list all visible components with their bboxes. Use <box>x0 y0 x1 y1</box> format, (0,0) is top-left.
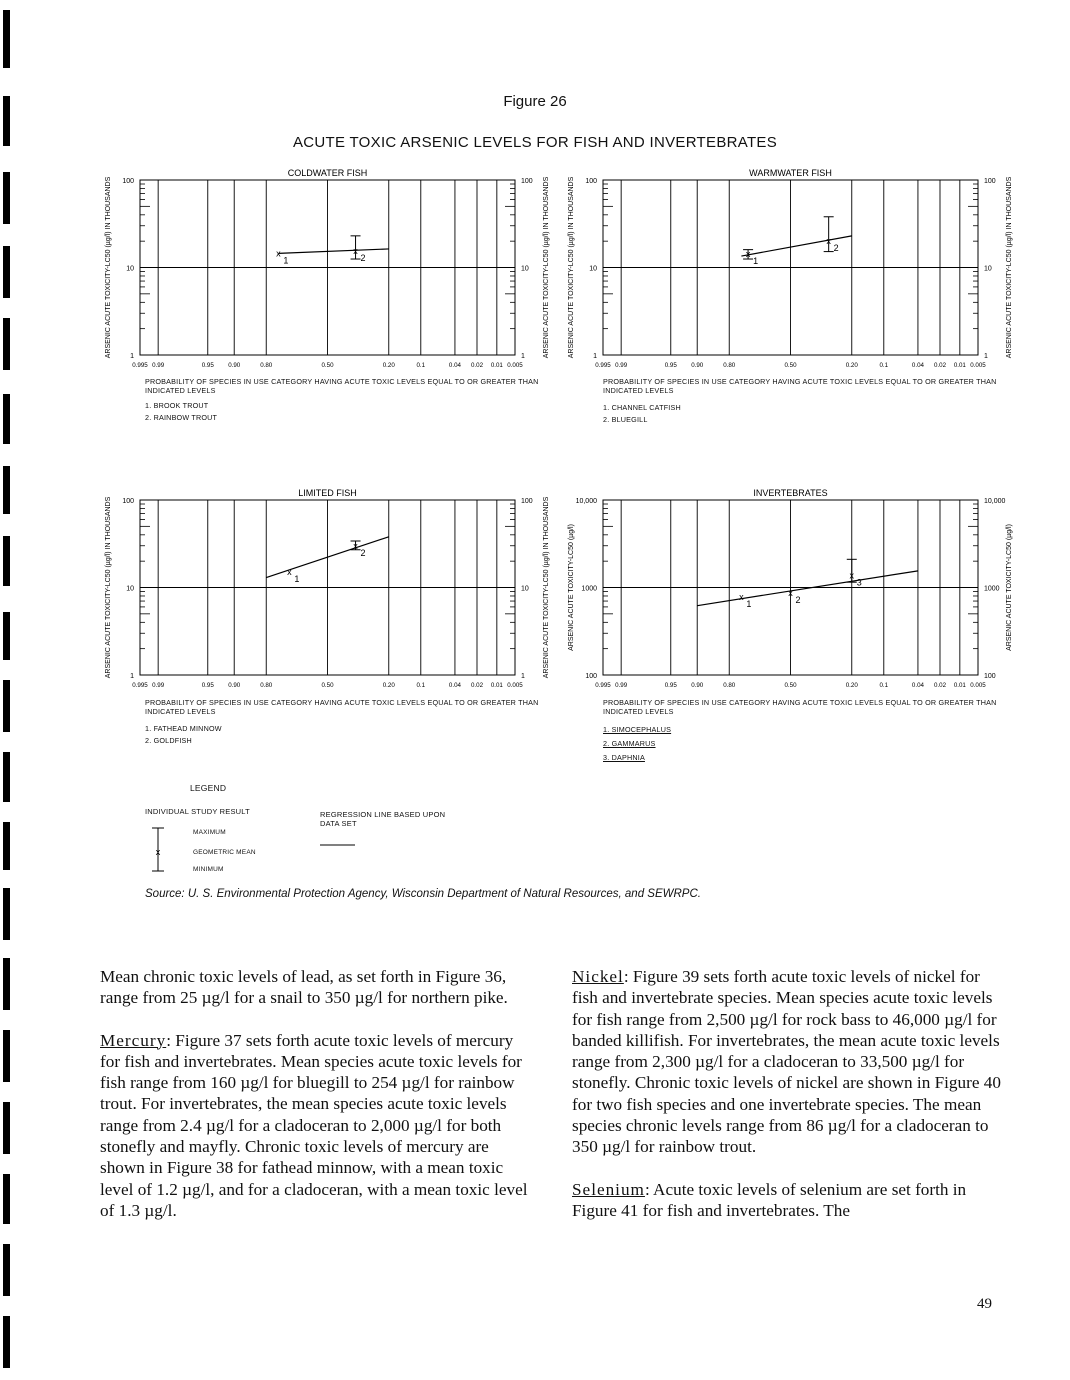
nickel-paragraph <box>572 966 1002 1158</box>
figure-number: Figure 26 <box>503 93 567 110</box>
legend-regression: REGRESSION LINE BASED UPON DATA SET <box>320 810 446 828</box>
x-tick-label: 0.005 <box>507 362 523 369</box>
x-tick-label: 0.99 <box>152 362 165 369</box>
regression-line <box>278 249 388 253</box>
svg-text:x: x <box>155 847 161 857</box>
x-tick-label: 0.50 <box>321 682 334 689</box>
y-tick-label-right: 100 <box>984 178 996 185</box>
y-tick-label-left: 10,000 <box>575 498 597 505</box>
geometric-mean-marker: x <box>739 591 744 602</box>
y-axis-label-left: ARSENIC ACUTE TOXICITY-LC50 (µg/l) <box>568 524 575 651</box>
species-1: 1. SIMOCEPHALUS <box>603 725 672 734</box>
x-tick-label: 0.01 <box>490 362 503 369</box>
y-tick-label-left: 100 <box>122 498 134 505</box>
legend-minimum: MINIMUM <box>193 866 224 873</box>
y-tick-label-right: 100 <box>984 673 996 680</box>
x-tick-label: 0.90 <box>228 362 241 369</box>
point-label: 3 <box>856 577 862 588</box>
x-tick-label: 0.01 <box>953 362 966 369</box>
geometric-mean-marker: x <box>276 248 281 259</box>
y-tick-label-right: 10 <box>521 585 529 593</box>
geometric-mean-marker: x <box>788 587 793 598</box>
chart-title: INVERTEBRATES <box>753 488 828 498</box>
y-tick-label-left: 1 <box>593 353 597 360</box>
y-tick-label-right: 1000 <box>984 585 1000 593</box>
species-2: 2. GOLDFISH <box>145 736 192 745</box>
chart-title: LIMITED FISH <box>298 488 357 498</box>
point-label: 2 <box>795 594 801 605</box>
legend-symbols <box>145 826 365 876</box>
x-tick-label: 0.20 <box>382 682 395 689</box>
chart-invertebrates <box>558 480 1028 760</box>
nickel-heading: Nickel <box>572 967 624 986</box>
x-tick-label: 0.04 <box>911 362 924 369</box>
y-tick-label-left: 100 <box>585 178 597 185</box>
chart-coldwater-fish <box>95 160 565 440</box>
x-tick-label: 0.01 <box>953 682 966 689</box>
x-tick-label: 0.99 <box>615 362 628 369</box>
x-tick-label: 0.1 <box>879 362 889 369</box>
binder-marks <box>0 0 14 1380</box>
x-tick-label: 0.95 <box>664 362 677 369</box>
y-tick-label-left: 1 <box>130 353 134 360</box>
x-axis-caption: PROBABILITY OF SPECIES IN USE CATEGORY HAVING ACUTE TOXIC LEVELS EQUAL TO OR GREATER THAN INDICATED LEVELS <box>145 377 539 395</box>
mercury-heading: Mercury <box>100 1030 167 1050</box>
y-tick-label-right: 100 <box>521 178 533 185</box>
figure-source: Source: U. S. Environmental Protection Agency, Wisconsin Department of Natural Resources, and SEWRPC. <box>145 888 701 900</box>
y-tick-label-right: 1 <box>521 673 525 680</box>
x-tick-label: 0.50 <box>321 362 334 369</box>
legend-errorbar-icon <box>152 828 164 871</box>
x-tick-label: 0.95 <box>201 682 214 689</box>
y-tick-label-right: 10,000 <box>984 498 1006 505</box>
x-tick-label: 0.04 <box>448 682 461 689</box>
y-axis-label-right: ARSENIC ACUTE TOXICITY-LC50 (µg/l) IN THOUSANDS <box>1006 176 1013 359</box>
x-tick-label: 0.90 <box>228 682 241 689</box>
species-1: 1. CHANNEL CATFISH <box>603 403 681 412</box>
y-tick-label-left: 10 <box>126 585 134 593</box>
x-tick-label: 0.01 <box>490 682 503 689</box>
chart-limited-fish <box>95 480 565 760</box>
x-tick-label: 0.20 <box>382 362 395 369</box>
selenium-paragraph <box>572 1179 1002 1222</box>
selenium-heading: Selenium <box>572 1179 645 1199</box>
x-tick-label: 0.20 <box>845 682 858 689</box>
x-tick-label: 0.1 <box>416 682 426 689</box>
geometric-mean-marker: x <box>745 249 751 260</box>
x-tick-label: 0.1 <box>879 682 889 689</box>
x-tick-label: 0.80 <box>260 682 273 689</box>
x-tick-label: 0.005 <box>970 362 986 369</box>
y-tick-label-left: 1 <box>130 673 134 680</box>
point-label: 2 <box>360 547 366 558</box>
geometric-mean-marker: x <box>353 540 358 551</box>
point-label: 1 <box>746 598 752 609</box>
y-tick-label-right: 1 <box>984 353 988 360</box>
x-tick-label: 0.005 <box>507 682 523 689</box>
species-1: 1. FATHEAD MINNOW <box>145 724 222 733</box>
point-label: 1 <box>294 574 300 585</box>
selenium-body: : Acute toxic levels of selenium are set forth in Figure 41 for fish and invertebrates. The <box>572 1179 967 1220</box>
point-label: 2 <box>360 252 366 263</box>
y-tick-label-right: 1 <box>521 353 525 360</box>
x-tick-label: 0.02 <box>470 682 484 689</box>
x-tick-label: 0.995 <box>132 362 148 369</box>
x-tick-label: 0.04 <box>448 362 461 369</box>
geometric-mean-marker: x <box>287 567 292 578</box>
y-tick-label-left: 10 <box>589 265 597 273</box>
x-tick-label: 0.80 <box>723 362 736 369</box>
x-tick-label: 0.50 <box>784 362 797 369</box>
x-tick-label: 0.005 <box>970 682 986 689</box>
x-tick-label: 0.99 <box>152 682 165 689</box>
y-axis-label-right: ARSENIC ACUTE TOXICITY-LC50 (µg/l) <box>1006 524 1013 651</box>
x-tick-label: 0.02 <box>470 362 484 369</box>
y-axis-label-left: ARSENIC ACUTE TOXICITY-LC50 (µg/l) IN THOUSANDS <box>568 176 575 359</box>
y-tick-label-right: 100 <box>521 498 533 505</box>
y-tick-label-right: 10 <box>521 265 529 273</box>
text-column-left <box>100 966 530 1242</box>
figure-title: ACUTE TOXIC ARSENIC LEVELS FOR FISH AND INVERTEBRATES <box>292 134 778 151</box>
x-tick-label: 0.99 <box>615 682 628 689</box>
x-axis-caption: PROBABILITY OF SPECIES IN USE CATEGORY HAVING ACUTE TOXIC LEVELS EQUAL TO OR GREATER THAN INDICATED LEVELS <box>603 698 997 716</box>
y-tick-label-left: 100 <box>585 673 597 680</box>
species-3: 3. DAPHNIA <box>603 753 645 762</box>
legend-title: LEGEND <box>190 783 227 793</box>
x-axis-caption: PROBABILITY OF SPECIES IN USE CATEGORY HAVING ACUTE TOXIC LEVELS EQUAL TO OR GREATER THAN INDICATED LEVELS <box>603 377 997 395</box>
legend-maximum: MAXIMUM <box>193 829 226 836</box>
nickel-body: : Figure 39 sets forth acute toxic levels of nickel for fish and invertebrate species. Mean species acute toxic levels for fish range from 2,500 µg/l for rock bass to 46,000 µg/l for banded killifish. For invertebrates, the mean acute toxic levels range from 2,300 µg/l for a cladoceran to 33,500 µg/l for stonefly. Chronic toxic levels of nickel are shown in Figure 40 for two fish species and one invertebrate species. The mean species chronic levels range from 86 µg/l for a cladoceran to 350 µg/l for rainbow trout. <box>572 967 1001 1157</box>
chart-title: COLDWATER FISH <box>287 168 368 178</box>
mercury-paragraph <box>100 1030 530 1222</box>
legend-geometric-mean: GEOMETRIC MEAN <box>193 849 256 856</box>
x-tick-label: 0.02 <box>933 682 947 689</box>
lead-paragraph: Mean chronic toxic levels of lead, as set forth in Figure 36, range from 25 µg/l for a snail to 350 µg/l for northern pike. <box>100 967 508 1008</box>
point-label: 1 <box>753 256 759 267</box>
point-label: 2 <box>833 243 839 254</box>
y-axis-label-left: ARSENIC ACUTE TOXICITY-LC50 (µg/l) IN THOUSANDS <box>105 496 112 679</box>
x-tick-label: 0.20 <box>845 362 858 369</box>
y-axis-label-right: ARSENIC ACUTE TOXICITY-LC50 (µg/l) IN THOUSANDS <box>543 496 550 679</box>
x-tick-label: 0.80 <box>723 682 736 689</box>
y-tick-label-left: 100 <box>122 178 134 185</box>
point-label: 1 <box>283 255 289 266</box>
x-tick-label: 0.90 <box>691 682 704 689</box>
chart-warmwater-fish <box>558 160 1028 440</box>
x-tick-label: 0.995 <box>132 682 148 689</box>
x-tick-label: 0.50 <box>784 682 797 689</box>
geometric-mean-marker: x <box>849 570 855 581</box>
regression-line <box>697 571 918 606</box>
geometric-mean-marker: x <box>353 245 358 256</box>
y-axis-label-right: ARSENIC ACUTE TOXICITY-LC50 (µg/l) IN THOUSANDS <box>543 176 550 359</box>
x-tick-label: 0.80 <box>260 362 273 369</box>
x-tick-label: 0.02 <box>933 362 947 369</box>
x-tick-label: 0.95 <box>664 682 677 689</box>
species-2: 2. BLUEGILL <box>603 415 648 424</box>
y-axis-label-left: ARSENIC ACUTE TOXICITY-LC50 (µg/l) IN THOUSANDS <box>105 176 112 359</box>
x-tick-label: 0.90 <box>691 362 704 369</box>
y-tick-label-left: 10 <box>126 265 134 273</box>
legend-individual: INDIVIDUAL STUDY RESULT <box>145 807 250 816</box>
y-tick-label-left: 1000 <box>581 585 597 593</box>
x-tick-label: 0.95 <box>201 362 214 369</box>
x-tick-label: 0.04 <box>911 682 924 689</box>
mercury-body: : Figure 37 sets forth acute toxic levels of mercury for fish and invertebrates. Mean species acute toxic levels for fish range from 160 µg/l for bluegill to 254 µg/l for rainbow trout. For invertebrates, the mean species acute toxic levels range from 2.4 µg/l for a cladoceran to 2,000 µg/l for both stonefly and mayfly. Chronic toxic levels of mercury are shown in Figure 38 for fathead minnow, with a mean toxic level of 1.2 µg/l, and for a cladoceran, with a mean toxic level of 1.3 µg/l. <box>100 1030 528 1220</box>
geometric-mean-marker: x <box>826 236 831 247</box>
y-tick-label-right: 10 <box>984 265 992 273</box>
page-number: 49 <box>977 1296 992 1312</box>
species-2: 2. RAINBOW TROUT <box>145 413 218 422</box>
text-column-right <box>572 966 1002 1242</box>
x-axis-caption: PROBABILITY OF SPECIES IN USE CATEGORY HAVING ACUTE TOXIC LEVELS EQUAL TO OR GREATER THAN INDICATED LEVELS <box>145 698 539 716</box>
x-tick-label: 0.995 <box>595 682 611 689</box>
chart-title: WARMWATER FISH <box>749 168 832 178</box>
x-tick-label: 0.995 <box>595 362 611 369</box>
species-1: 1. BROOK TROUT <box>145 401 209 410</box>
species-2: 2. GAMMARUS <box>603 739 656 748</box>
x-tick-label: 0.1 <box>416 362 426 369</box>
